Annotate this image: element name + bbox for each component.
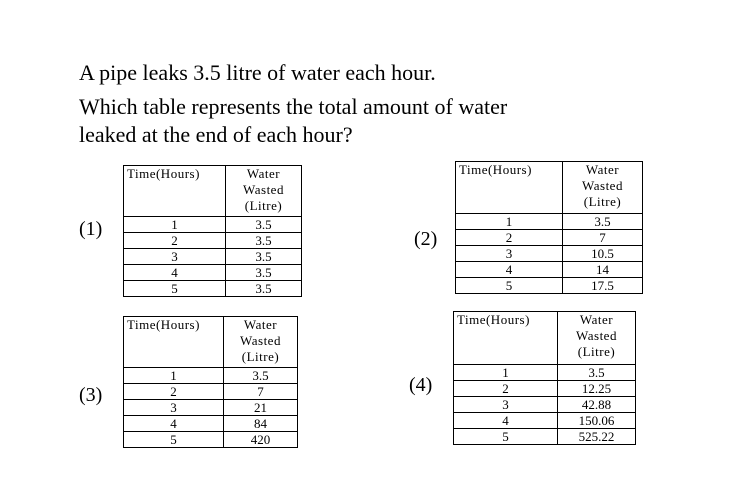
time-header: Time(Hours): [124, 166, 226, 217]
water-header-line-2: Wasted: [576, 328, 617, 343]
water-cell: 525.22: [558, 429, 636, 445]
time-cell: 1: [124, 368, 224, 384]
time-cell: 3: [124, 400, 224, 416]
time-cell: 1: [124, 217, 226, 233]
time-cell: 2: [124, 384, 224, 400]
table-header-row: [456, 162, 643, 214]
water-header-line-3: (Litre): [244, 198, 283, 213]
water-cell: 420: [224, 432, 298, 448]
water-cell: 7: [563, 230, 643, 246]
time-cell: 4: [456, 262, 563, 278]
time-cell: 1: [454, 365, 558, 381]
table-row: [456, 278, 643, 294]
water-cell: 3.5: [226, 265, 302, 281]
option-3-label: (3): [79, 384, 103, 406]
table-row: [454, 413, 636, 429]
water-header-line-1: Water: [579, 312, 614, 327]
table-header-row: [124, 166, 302, 217]
table-row: [454, 429, 636, 445]
water-cell: 17.5: [563, 278, 643, 294]
time-cell: 2: [454, 381, 558, 397]
water-cell: 84: [224, 416, 298, 432]
time-header: Time(Hours): [124, 317, 224, 368]
water-header-line-1: Water: [585, 162, 620, 177]
water-header-line-3: (Litre): [577, 344, 616, 359]
water-cell: 3.5: [558, 365, 636, 381]
table-row: [124, 432, 298, 448]
time-cell: 2: [124, 233, 226, 249]
time-cell: 5: [124, 432, 224, 448]
water-cell: 10.5: [563, 246, 643, 262]
option-1-label: (1): [79, 218, 103, 240]
table-row: [124, 249, 302, 265]
water-cell: 42.88: [558, 397, 636, 413]
water-header-line-1: Water: [243, 317, 278, 332]
option-2-label: (2): [414, 228, 438, 250]
water-cell: 3.5: [563, 214, 643, 230]
water-header: [563, 162, 643, 214]
water-cell: 12.25: [558, 381, 636, 397]
water-header-line-1: Water: [246, 166, 281, 181]
table-row: [456, 230, 643, 246]
water-cell: 7: [224, 384, 298, 400]
water-header-line-2: Wasted: [240, 333, 281, 348]
table-row: [124, 217, 302, 233]
table-row: [124, 233, 302, 249]
option-3-table: [123, 316, 298, 448]
time-cell: 3: [124, 249, 226, 265]
time-cell: 5: [124, 281, 226, 297]
water-cell: 3.5: [226, 233, 302, 249]
question-line-2: Which table represents the total amount of water: [79, 94, 508, 119]
table-row: [454, 381, 636, 397]
option-4-label: (4): [409, 374, 433, 396]
water-cell: 3.5: [226, 281, 302, 297]
table-row: [124, 416, 298, 432]
water-cell: 150.06: [558, 413, 636, 429]
time-cell: 4: [124, 416, 224, 432]
time-cell: 2: [456, 230, 563, 246]
water-header: [558, 312, 636, 365]
table-row: [454, 365, 636, 381]
question-line-1: A pipe leaks 3.5 litre of water each hour.: [79, 60, 436, 85]
table-row: [124, 281, 302, 297]
time-cell: 5: [456, 278, 563, 294]
water-header-line-3: (Litre): [583, 194, 622, 209]
water-header-line-2: Wasted: [582, 178, 623, 193]
option-2-table: [455, 161, 643, 294]
time-cell: 1: [456, 214, 563, 230]
table-header-row: [124, 317, 298, 368]
time-cell: 4: [454, 413, 558, 429]
time-cell: 3: [456, 246, 563, 262]
table-row: [124, 400, 298, 416]
question-line-3: leaked at the end of each hour?: [79, 122, 353, 147]
time-cell: 5: [454, 429, 558, 445]
water-cell: 3.5: [224, 368, 298, 384]
water-cell: 14: [563, 262, 643, 278]
water-header-line-3: (Litre): [241, 349, 280, 364]
table-row: [124, 265, 302, 281]
table-row: [454, 397, 636, 413]
water-cell: 3.5: [226, 217, 302, 233]
time-header: Time(Hours): [456, 162, 563, 214]
table-row: [124, 368, 298, 384]
time-cell: 4: [124, 265, 226, 281]
table-row: [124, 384, 298, 400]
table-row: [456, 214, 643, 230]
table-row: [456, 246, 643, 262]
table-row: [456, 262, 643, 278]
option-4-table: [453, 311, 636, 445]
table-header-row: [454, 312, 636, 365]
water-header: [226, 166, 302, 217]
water-cell: 3.5: [226, 249, 302, 265]
time-header: Time(Hours): [454, 312, 558, 365]
time-cell: 3: [454, 397, 558, 413]
water-header-line-2: Wasted: [243, 182, 284, 197]
water-cell: 21: [224, 400, 298, 416]
option-1-table: [123, 165, 302, 297]
water-header: [224, 317, 298, 368]
